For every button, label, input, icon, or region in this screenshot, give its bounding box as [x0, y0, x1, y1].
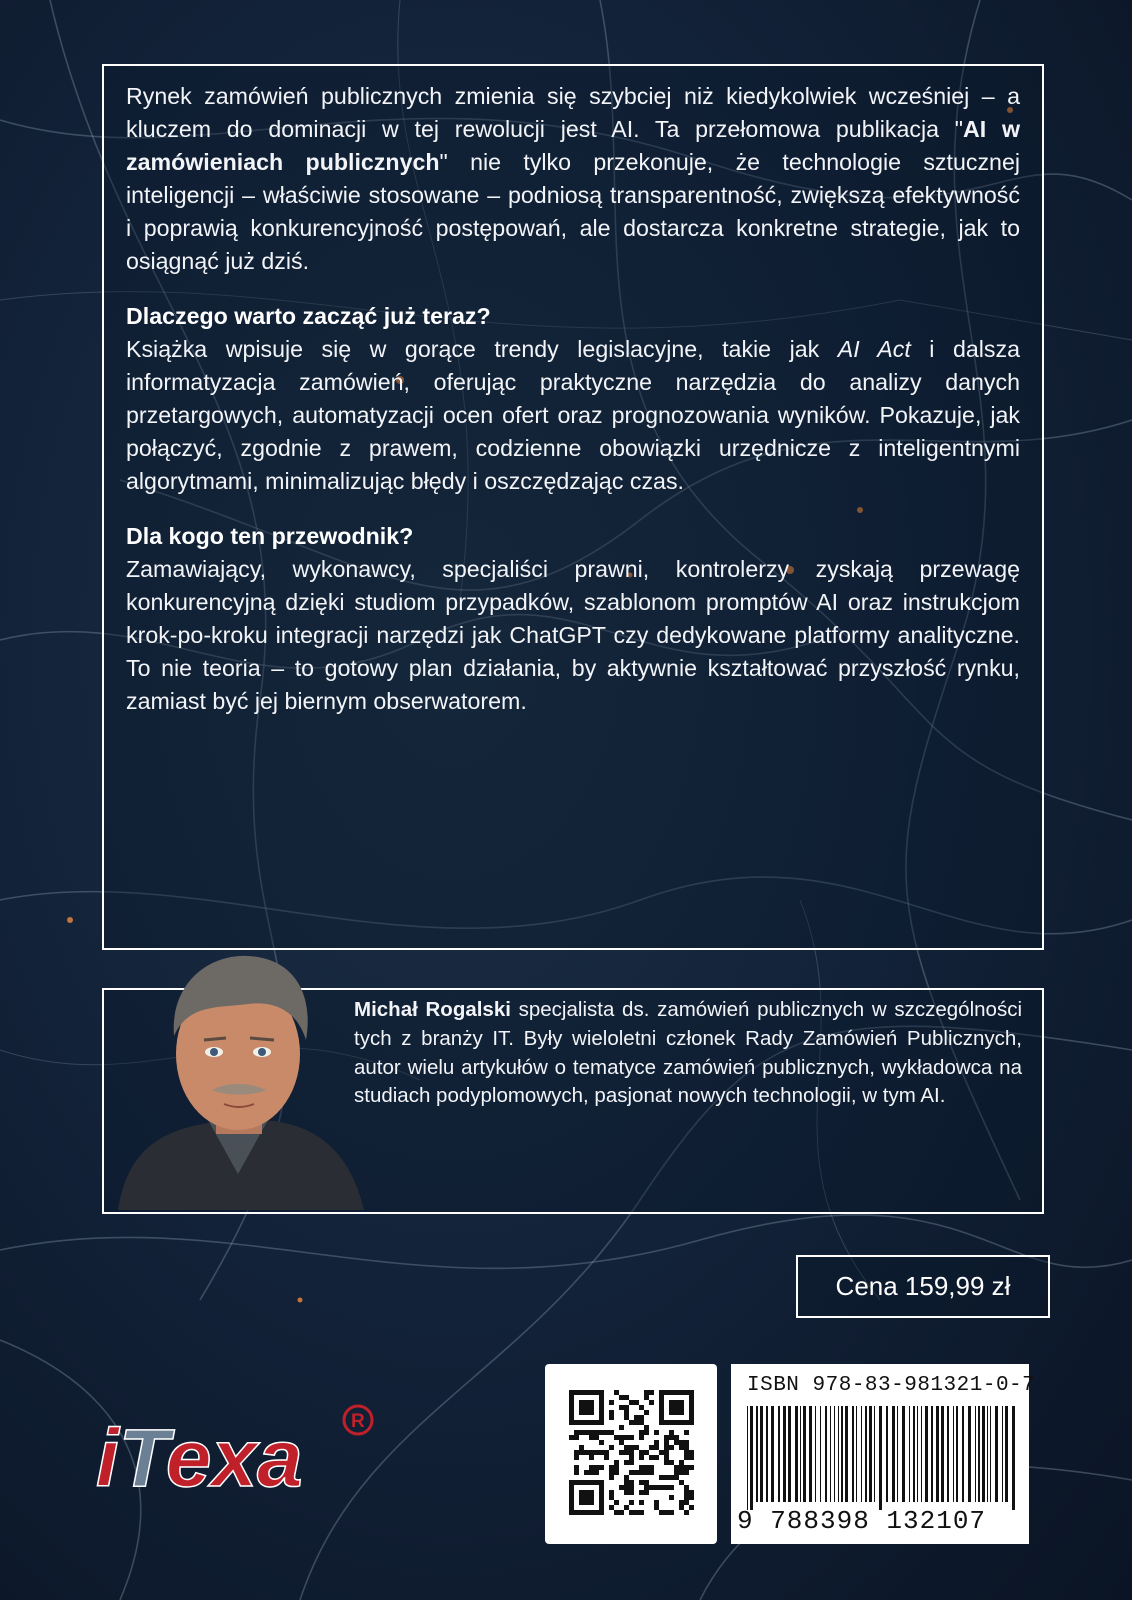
svg-text:R: R [351, 1411, 365, 1432]
publisher-logo [96, 1400, 396, 1510]
why-paragraph [126, 333, 1020, 498]
heading-why: Dlaczego warto zacząć już teraz? [126, 303, 491, 329]
book-title: AI w zamówieniach publicznych [126, 116, 1020, 175]
price-label: Cena 159,99 zł [835, 1271, 1011, 1301]
qr-code [545, 1364, 717, 1544]
intro-text-end: " nie tylko przekonuje, że technologie sztucznej inteligencji – właściwie stosowane – podniosą transparentność, zwiększą efektywność i poprawią konkurencyjność postępowań, ale dostarcza konkretne strategie, jak to osiągnąć już dziś. [126, 149, 1020, 274]
author-box [102, 988, 1044, 1214]
why-text-start: Książka wpisuje się w gorące trendy legislacyjne, takie jak [126, 336, 838, 362]
heading-who: Dla kogo ten przewodnik? [126, 523, 414, 549]
isbn-label: ISBN 978-83-981321-0-7 [747, 1374, 1036, 1397]
intro-paragraph [126, 80, 1020, 278]
barcode-digits: 9 788398 132107 [737, 1506, 987, 1536]
svg-text:iTexa: iTexa [96, 1413, 303, 1504]
why-text-end: i dalsza informatyzacja zamówień, oferując praktyczne narzędzia do analizy danych przetargowych, automatyzacji ocen ofert oraz prognozowania wyników. Pokazuje, jak połączyć, zgodnie z prawem, codzienne obowiązki urzędnicze z inteligentnymi algorytmami, minimalizując błędy i oszczędzając czas. [126, 336, 1020, 494]
intro-text-start: Rynek zamówień publicznych zmienia się szybciej niż kiedykolwiek wcześniej – a kluczem do dominacji w tej rewolucji jest AI. Ta przełomowa publikacja " [126, 83, 1020, 142]
author-bio-text: specjalista ds. zamówień publicznych w szczególności tych z branży IT. Były wieloletni członek Rady Zamówień Publicznych, autor wielu artykułów o tematyce zamówień publicznych, wykładowca na studiach podyplomowych, pasjonat nowych technologii, w tym AI. [354, 998, 1022, 1108]
author-bio [354, 996, 1022, 1111]
description-box [102, 64, 1044, 950]
author-photo [108, 944, 368, 1210]
author-name: Michał Rogalski [354, 998, 511, 1021]
ai-act-term: AI Act [837, 336, 911, 362]
who-paragraph: Zamawiający, wykonawcy, specjaliści prawni, kontrolerzy zyskają przewagę konkurencyjną dzięki studiom przypadków, szablonom promptów AI oraz instrukcjom krok-po-kroku integracji narzędzi jak ChatGPT czy dedykowane platformy analityczne. To nie teoria – to gotowy plan działania, by aktywnie kształtować przyszłość rynku, zamiast być jej biernym obserwatorem. [126, 556, 1020, 714]
price-box [796, 1255, 1050, 1318]
isbn-barcode [731, 1364, 1036, 1544]
